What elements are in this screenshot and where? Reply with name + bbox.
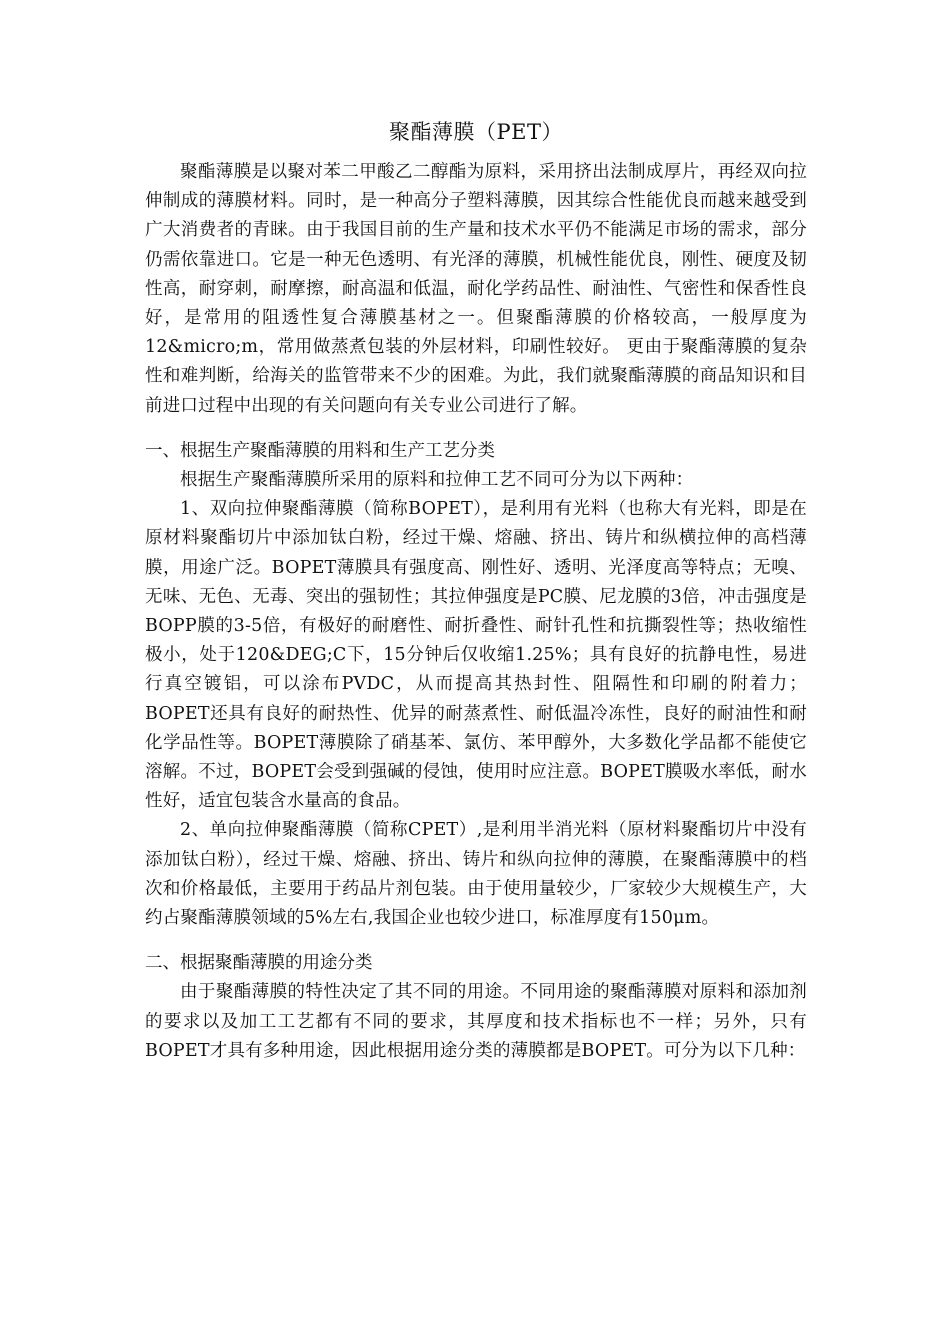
section1-item2-paragraph: 2、单向拉伸聚酯薄膜（简称CPET）,是利用半消光料（原材料聚酯切片中没有添加钛白粉），经过干燥、熔融、挤出、铸片和纵向拉伸的薄膜，在聚酯薄膜中的档次和价格最低，主要用于药品片剂包装。由于使用量较少，厂家较少大规模生产，大约占聚酯薄膜领域的5%左右,我国企业也较少进口，标准厚度有150μm。 — [145, 820, 807, 929]
section2-heading: 二、根据聚酯薄膜的用途分类 — [145, 953, 373, 974]
section1-item1-paragraph: 1、双向拉伸聚酯薄膜（简称BOPET），是利用有光料（也称大有光料，即是在原材料聚酯切片中添加钛白粉，经过干燥、熔融、挤出、铸片和纵横拉伸的高档薄膜，用途广泛。BOPET薄膜具有强度高、刚性好、透明、光泽度高等特点；无嗅、无味、无色、无毒、突出的强韧性；其拉伸强度是PC膜、尼龙膜的3倍，冲击强度是BOPP膜的3-5倍，有极好的耐磨性、耐折叠性、耐针孔性和抗撕裂性等；热收缩性极小，处于120&DEG;C下，15分钟后仅收缩1.25%；具有良好的抗静电性，易进行真空镀铝，可以涂布PVDC，从而提高其热封性、阻隔性和印刷的附着力；BOPET还具有良好的耐热性、优异的耐蒸煮性、耐低温冷冻性，良好的耐油性和耐化学品性等。BOPET薄膜除了硝基苯、氯仿、苯甲醇外，大多数化学品都不能使它溶解。不过，BOPET会受到强碱的侵蚀，使用时应注意。BOPET膜吸水率低，耐水性好，适宜包装含水量高的食品。 — [145, 499, 807, 812]
document-title: 聚酯薄膜（PET） — [389, 120, 563, 144]
intro-paragraph: 聚酯薄膜是以聚对苯二甲酸乙二醇酯为原料，采用挤出法制成厚片，再经双向拉伸制成的薄膜材料。同时，是一种高分子塑料薄膜，因其综合性能优良而越来越受到广大消费者的青睐。由于我国目前的生产量和技术水平仍不能满足市场的需求，部分仍需依靠进口。它是一种无色透明、有光泽的薄膜，机械性能优良，刚性、硬度及韧性高，耐穿刺，耐摩擦，耐高温和低温，耐化学药品性、耐油性、气密性和保香性良好，是常用的阻透性复合薄膜基材之一。但聚酯薄膜的价格较高，一般厚度为12&micro;m，常用做蒸煮包装的外层材料，印刷性较好。 更由于聚酯薄膜的复杂性和难判断，给海关的监管带来不少的困难。为此，我们就聚酯薄膜的商品知识和目前进口过程中出现的有关问题向有关专业公司进行了解。 — [145, 162, 807, 416]
section2-body-paragraph: 由于聚酯薄膜的特性决定了其不同的用途。不同用途的聚酯薄膜对原料和添加剂的要求以及加工工艺都有不同的要求，其厚度和技术指标也不一样；另外，只有BOPET才具有多种用途，因此根据用途分类的薄膜都是BOPET。可分为以下几种： — [145, 982, 807, 1061]
document-page — [145, 112, 807, 1066]
section1-lead-paragraph: 根据生产聚酯薄膜所采用的原料和拉伸工艺不同可分为以下两种： — [180, 470, 694, 491]
section1-heading: 一、根据生产聚酯薄膜的用料和生产工艺分类 — [145, 440, 495, 461]
